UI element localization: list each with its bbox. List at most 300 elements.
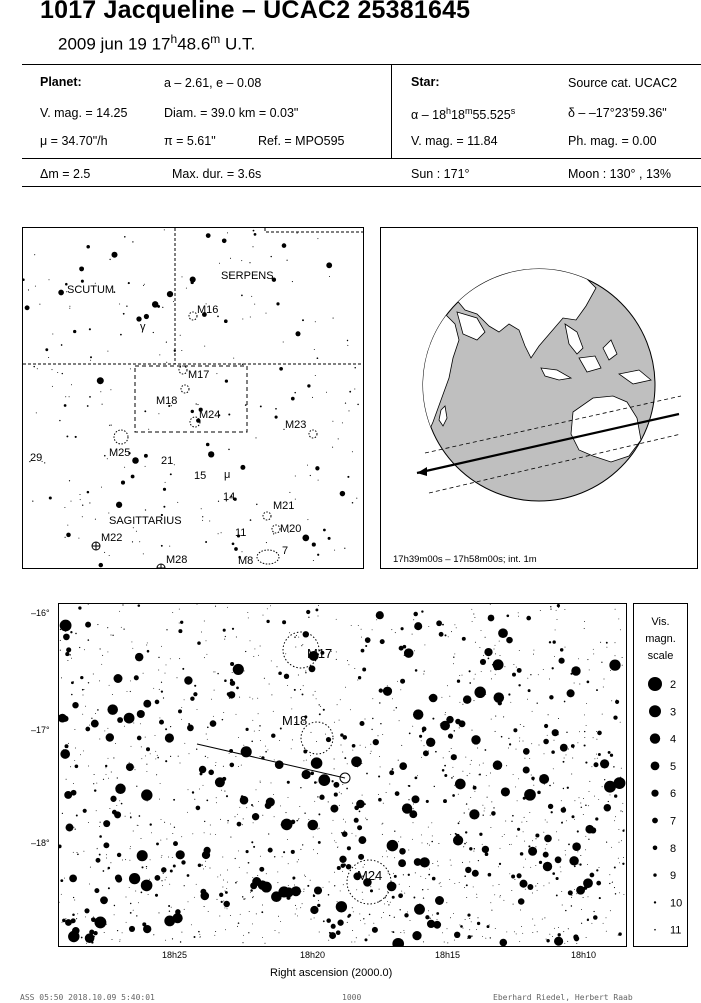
detail-star: [304, 875, 305, 876]
detail-star: [176, 850, 185, 859]
scale-swatch: [650, 733, 660, 743]
detail-star: [137, 710, 145, 718]
detail-star: [210, 825, 211, 826]
finder-star: [161, 545, 163, 547]
detail-star: [223, 901, 230, 908]
finder-star: [228, 413, 230, 415]
detail-star: [530, 674, 531, 675]
detail-star: [415, 669, 418, 672]
detail-star: [464, 812, 465, 813]
detail-star: [615, 655, 616, 656]
finder-star: [209, 520, 210, 521]
detail-star: [614, 867, 616, 869]
detail-star: [451, 748, 452, 749]
detail-star: [513, 774, 514, 775]
detail-star: [392, 938, 404, 946]
finder-star: [256, 504, 257, 505]
detail-star: [567, 689, 575, 697]
detail-star: [341, 793, 342, 794]
detail-star: [479, 765, 480, 766]
detail-star: [574, 819, 575, 820]
detail-star: [535, 846, 536, 847]
detail-star: [586, 725, 587, 726]
detail-star: [204, 857, 205, 858]
detail-star: [285, 812, 286, 813]
detail-star: [621, 840, 622, 841]
detail-star: [568, 749, 569, 750]
detail-star: [225, 891, 228, 894]
detail-star: [606, 842, 607, 843]
detail-star: [526, 821, 527, 822]
finder-star: [111, 425, 112, 426]
detail-star: [460, 788, 461, 789]
detail-star: [84, 908, 89, 913]
detail-star: [303, 760, 304, 761]
finder-star: [148, 429, 149, 430]
detail-star: [512, 815, 514, 817]
detail-star: [355, 835, 356, 836]
detail-star: [267, 608, 268, 609]
detail-star: [343, 832, 344, 833]
detail-star: [484, 810, 485, 811]
detail-star: [155, 735, 156, 736]
detail-star: [382, 856, 383, 857]
detail-star: [236, 636, 237, 637]
detail-star: [466, 897, 467, 898]
detail-star: [328, 801, 329, 802]
detail-star: [609, 659, 620, 670]
detail-star: [158, 912, 159, 913]
finder-star: [186, 288, 187, 289]
detail-star: [153, 688, 154, 689]
detail-star: [94, 789, 96, 791]
detail-star: [265, 751, 267, 753]
finder-star: [49, 496, 52, 499]
detail-star: [179, 658, 180, 659]
detail-star: [60, 879, 63, 882]
detail-star: [618, 829, 619, 830]
detail-star: [146, 771, 147, 772]
detail-star: [376, 611, 384, 619]
planet-heading: Planet:: [40, 75, 82, 89]
detail-star: [336, 904, 337, 905]
finder-star: [307, 384, 310, 387]
detail-star: [358, 676, 361, 679]
detail-star: [125, 816, 126, 817]
detail-star: [110, 796, 116, 802]
detail-star: [523, 831, 524, 832]
detail-star: [117, 853, 121, 857]
finder-star: [166, 342, 167, 343]
label-m16: M16: [197, 304, 219, 316]
scale-swatch: [648, 677, 662, 691]
finder-star: [87, 491, 90, 494]
detail-star: [370, 744, 371, 745]
detail-star: [318, 605, 319, 606]
detail-star: [260, 756, 261, 757]
detail-star: [347, 922, 348, 923]
detail-star: [432, 835, 433, 836]
detail-star: [339, 720, 340, 721]
detail-star: [596, 869, 598, 871]
detail-star: [588, 805, 589, 806]
detail-star: [470, 797, 471, 798]
detail-star: [413, 822, 414, 823]
detail-star: [553, 783, 554, 784]
detail-star: [409, 810, 417, 818]
detail-star: [552, 729, 559, 736]
detail-star: [358, 854, 364, 860]
detail-star: [266, 620, 269, 623]
detail-star: [365, 719, 366, 720]
detail-star: [293, 879, 294, 880]
detail-star: [498, 866, 499, 867]
detail-star: [291, 748, 292, 749]
detail-star: [123, 628, 124, 629]
detail-star: [86, 943, 87, 944]
detail-star: [552, 872, 555, 875]
detail-star: [216, 797, 217, 798]
detail-star: [614, 887, 615, 888]
finder-chart-svg: [23, 228, 363, 568]
detail-star: [479, 647, 480, 648]
detail-star: [408, 850, 409, 851]
detail-star: [270, 605, 271, 606]
detail-star: [94, 774, 95, 775]
detail-star: [558, 927, 559, 928]
planet-motion: μ = 34.70"/h: [40, 134, 108, 148]
detail-star: [593, 649, 594, 650]
detail-star: [594, 762, 599, 767]
finder-star: [64, 507, 65, 508]
detail-star: [603, 687, 604, 688]
detail-star: [197, 604, 198, 605]
finder-star: [315, 466, 319, 470]
detail-star: [197, 641, 201, 645]
detail-star: [339, 792, 340, 793]
detail-star: [96, 858, 101, 863]
detail-star: [208, 911, 209, 912]
detail-star: [141, 866, 143, 868]
detail-star: [245, 898, 246, 899]
detail-star: [548, 804, 553, 809]
detail-star: [574, 683, 575, 684]
detail-star: [525, 881, 526, 882]
detail-star: [215, 834, 216, 835]
finder-star: [65, 537, 66, 538]
finder-star: [241, 295, 243, 297]
detail-star: [125, 859, 126, 860]
finder-star: [109, 259, 110, 260]
detail-star: [585, 762, 587, 764]
detail-star: [161, 855, 162, 856]
detail-star: [69, 875, 77, 883]
detail-star: [472, 870, 479, 877]
detail-star: [389, 784, 390, 785]
finder-star: [182, 276, 183, 277]
finder-star: [170, 473, 172, 475]
finder-star: [347, 340, 348, 341]
detail-star: [135, 653, 143, 661]
detail-star: [379, 702, 380, 703]
detail-star: [88, 682, 89, 683]
detail-star: [445, 634, 447, 636]
detail-star: [259, 867, 264, 872]
detail-star: [474, 700, 475, 701]
detail-star: [622, 803, 623, 804]
finder-star: [271, 256, 272, 257]
detail-star: [431, 822, 432, 823]
detail-star: [520, 724, 521, 725]
detail-star: [240, 914, 241, 915]
detail-star: [85, 933, 95, 943]
detail-star: [455, 779, 466, 790]
constellation-scutum: SCUTUM: [67, 284, 115, 296]
detail-star: [477, 747, 478, 748]
detail-star: [593, 737, 594, 738]
detail-star: [378, 735, 379, 736]
detail-star: [137, 850, 148, 861]
star-phmag: Ph. mag. = 0.00: [568, 134, 657, 148]
detail-star: [549, 785, 551, 787]
detail-star: [155, 875, 161, 881]
detail-star: [400, 679, 405, 684]
detail-star: [399, 884, 400, 885]
detail-star: [576, 893, 577, 894]
detail-star: [63, 634, 70, 641]
detail-star: [256, 913, 257, 914]
detail-star: [63, 749, 64, 750]
detail-star: [305, 672, 306, 673]
detail-star: [529, 758, 530, 759]
detail-star: [451, 777, 453, 779]
detail-star: [141, 758, 142, 759]
detail-star: [503, 900, 504, 901]
detail-star: [119, 941, 120, 942]
detail-star: [451, 754, 457, 760]
detail-star: [523, 766, 530, 773]
finder-star: [32, 500, 33, 501]
detail-star: [81, 937, 83, 939]
detail-star: [249, 911, 250, 912]
detail-star: [447, 685, 448, 686]
detail-star: [600, 642, 601, 643]
detail-star: [112, 694, 113, 695]
detail-star: [534, 925, 535, 926]
detail-star: [508, 738, 509, 739]
detail-star: [443, 799, 447, 803]
detail-star: [365, 747, 366, 748]
detail-star: [450, 860, 451, 861]
detail-star: [232, 628, 234, 630]
detail-star: [180, 941, 181, 942]
detail-star: [535, 865, 536, 866]
detail-star: [336, 842, 337, 843]
detail-star: [387, 685, 388, 686]
detail-star: [413, 808, 414, 809]
detail-star: [342, 784, 343, 785]
footer-mid: 1000: [342, 993, 362, 1002]
detail-star: [509, 844, 510, 845]
detail-star: [393, 873, 394, 874]
detail-star: [230, 662, 234, 666]
detail-star: [531, 775, 532, 776]
finder-star: [333, 318, 334, 319]
detail-star: [79, 647, 80, 648]
detail-star: [88, 766, 89, 767]
finder-star: [317, 357, 319, 359]
detail-star: [136, 786, 137, 787]
detail-star: [464, 887, 465, 888]
detail-star: [581, 923, 582, 924]
detail-star: [339, 911, 340, 912]
detail-star: [550, 606, 551, 607]
detail-star: [354, 941, 355, 942]
detail-star: [543, 852, 549, 858]
detail-star: [435, 751, 437, 753]
detail-star: [225, 929, 226, 930]
detail-star: [495, 645, 496, 646]
detail-star: [611, 700, 612, 701]
detail-star: [65, 919, 72, 926]
detail-star: [235, 882, 237, 884]
finder-star: [275, 416, 278, 419]
detail-star: [205, 866, 206, 867]
detail-star: [223, 712, 224, 713]
detail-star: [134, 675, 139, 680]
detail-star: [589, 832, 590, 833]
detail-star: [556, 894, 558, 896]
detail-star: [551, 811, 553, 813]
detail-star: [130, 813, 131, 814]
detail-star: [161, 857, 162, 858]
detail-star: [458, 822, 460, 824]
detail-star: [542, 919, 543, 920]
detail-star: [343, 819, 344, 820]
detail-star: [115, 784, 125, 794]
detail-star: [593, 653, 594, 654]
detail-star: [117, 930, 118, 931]
detail-star: [563, 788, 564, 789]
detail-star: [489, 785, 490, 786]
detail-star: [145, 755, 146, 756]
detail-star: [408, 785, 410, 787]
magnitude-drop: Δm = 2.5: [40, 167, 91, 181]
globe-svg: [381, 228, 697, 568]
finder-star: [51, 369, 52, 370]
detail-star: [414, 858, 422, 866]
detail-star: [60, 640, 61, 641]
detail-star: [260, 782, 261, 783]
detail-star: [565, 647, 566, 648]
detail-star: [135, 878, 136, 879]
detail-star: [394, 710, 395, 711]
finder-star: [275, 408, 277, 410]
detail-star: [455, 719, 461, 725]
detail-star: [372, 698, 373, 699]
detail-star: [544, 753, 545, 754]
finder-star: [242, 319, 243, 320]
detail-star: [538, 674, 539, 675]
detail-star: [194, 685, 196, 687]
scale-swatch: [651, 762, 660, 771]
detail-star: [207, 727, 209, 729]
detail-star: [155, 894, 158, 897]
detail-star: [178, 709, 182, 713]
detail-star: [363, 918, 364, 919]
detail-star: [619, 842, 620, 843]
detail-star: [177, 677, 178, 678]
detail-star: [549, 883, 550, 884]
detail-star: [166, 629, 167, 630]
detail-star: [204, 621, 205, 622]
detail-star: [399, 909, 400, 910]
detail-star: [93, 916, 94, 917]
detail-star: [252, 897, 253, 898]
detail-star: [274, 816, 275, 817]
detail-star: [316, 741, 317, 742]
detail-star: [337, 704, 338, 705]
detail-star: [88, 639, 90, 641]
detail-star: [205, 756, 206, 757]
detail-star: [517, 668, 522, 673]
detail-star: [362, 892, 363, 893]
detail-star: [68, 743, 69, 744]
detail-star: [572, 842, 581, 851]
scale-title-line: magn.: [645, 633, 676, 645]
detail-star: [75, 764, 79, 768]
detail-star: [259, 725, 260, 726]
finder-star: [276, 302, 279, 305]
detail-star: [423, 750, 429, 756]
detail-star: [201, 892, 210, 901]
detail-star: [454, 730, 455, 731]
detail-star: [532, 840, 533, 841]
finder-star: [100, 391, 101, 392]
detail-star: [509, 743, 511, 745]
detail-star: [591, 766, 592, 767]
detail-star: [302, 770, 311, 779]
detail-star: [620, 722, 621, 723]
detail-star: [452, 767, 453, 768]
detail-star: [400, 689, 401, 690]
finder-star: [181, 350, 182, 351]
detail-star: [161, 690, 163, 692]
finder-star: [307, 465, 308, 466]
detail-star: [213, 671, 214, 672]
detail-star: [252, 813, 259, 820]
detail-star: [398, 841, 399, 842]
detail-star: [347, 868, 348, 869]
detail-star: [114, 811, 121, 818]
detail-star: [453, 776, 454, 777]
detail-star: [506, 931, 507, 932]
detail-star: [314, 801, 315, 802]
detail-star: [340, 890, 341, 891]
detail-star: [340, 733, 343, 736]
planet-vmag: V. mag. = 14.25: [40, 106, 128, 120]
detail-star: [337, 846, 338, 847]
detail-star: [579, 863, 581, 865]
finder-star: [89, 502, 90, 503]
detail-star: [99, 826, 100, 827]
detail-star: [516, 933, 517, 934]
detail-star: [238, 922, 240, 924]
detail-star: [552, 936, 553, 937]
detail-star: [366, 819, 367, 820]
detail-star: [596, 881, 601, 886]
detail-star: [71, 790, 77, 796]
